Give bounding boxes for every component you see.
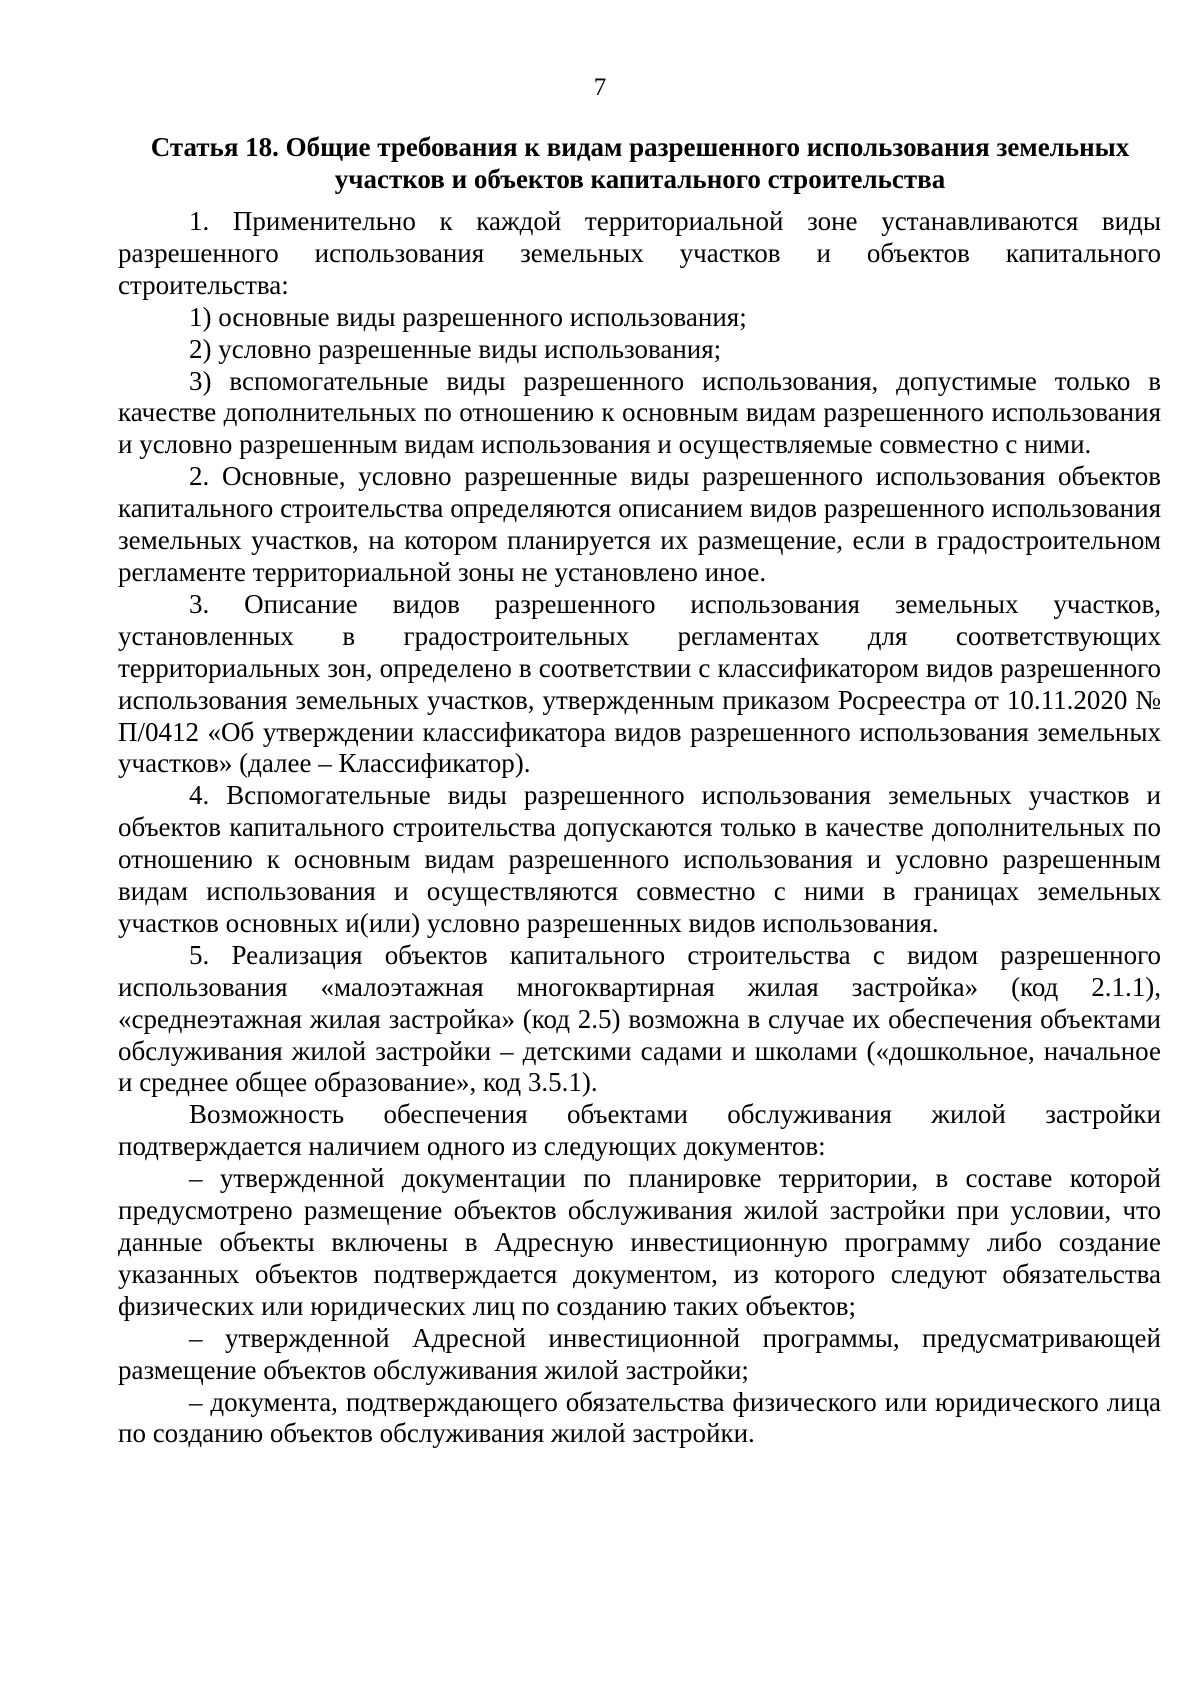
- page-number: 7: [593, 74, 607, 101]
- dash-item-obligation-document: – документа, подтверждающего обязательства физического или юридического лица по созданию объектов обслуживания жилой застройки.: [118, 1386, 1161, 1449]
- paragraph-item-4: 4. Вспомогательные виды разрешенного использования земельных участков и объектов капитального строительства допускаются только в качестве дополнительных по отношению к основным видам разрешенного использования и условно разрешенным видам использования и осуществляются совместно с ними в границах земельных участков основных и(или) условно разрешенных видов использования.: [118, 780, 1161, 938]
- paragraph-item-1: 1. Применительно к каждой территориальной зоне устанавливаются виды разрешенного использования земельных участков и объектов капитального строительства:: [118, 206, 1161, 300]
- dash-item-planning-docs: – утвержденной документации по планировке территории, в составе которой предусмотрено размещение объектов обслуживания жилой застройки при условии, что данные объекты включены в Адресную инвестиционную программу либо создание указанных объектов подтверждается документом, из которого следуют обязательства физических или юридических лиц по созданию таких объектов;: [118, 1163, 1161, 1321]
- list-item-main-types: 1) основные виды разрешенного использования;: [189, 301, 747, 332]
- paragraph-item-5: 5. Реализация объектов капитального строительства с видом разрешенного использования «малоэтажная многоквартирная жилая застройка» (код 2.1.1), «среднеэтажная жилая застройка» (код 2.5) возможна в случае их обеспечения объектами обслуживания жилой застройки – детскими садами и школами («дошкольное, начальное и среднее общее образование», код 3.5.1).: [118, 939, 1161, 1098]
- list-item-auxiliary-types: 3) вспомогательные виды разрешенного использования, допустимые только в качестве дополнительных по отношению к основным видам разрешенного использования и условно разрешенным видам использования и осуществляемые совместно с ними.: [118, 365, 1161, 460]
- article-title: Статья 18. Общие требования к видам разрешенного использования земельных участков и объектов капитального строительства: [150, 132, 1130, 194]
- paragraph-possibility: Возможность обеспечения объектами обслуживания жилой застройки подтверждается наличием одного из следующих документов:: [118, 1099, 1161, 1162]
- document-body: [118, 206, 1161, 1450]
- dash-item-investment-program: – утвержденной Адресной инвестиционной программы, предусматривающей размещение объектов обслуживания жилой застройки;: [118, 1322, 1161, 1385]
- paragraph-item-3: 3. Описание видов разрешенного использования земельных участков, установленных в градостроительных регламентах для соответствующих территориальных зон, определено в соответствии с классификатором видов разрешенного использования земельных участков, утвержденным приказом Росреестра от 10.11.2020 № П/0412 «Об утверждении классификатора видов разрешенного использования земельных участков» (далее – Классификатор).: [118, 588, 1161, 779]
- list-item-conditional-types: 2) условно разрешенные виды использования;: [189, 333, 722, 364]
- paragraph-item-2: 2. Основные, условно разрешенные виды разрешенного использования объектов капитального строительства определяются описанием видов разрешенного использования земельных участков, на котором планируется их размещение, если в градостроительном регламенте территориальной зоны не установлено иное.: [118, 461, 1161, 587]
